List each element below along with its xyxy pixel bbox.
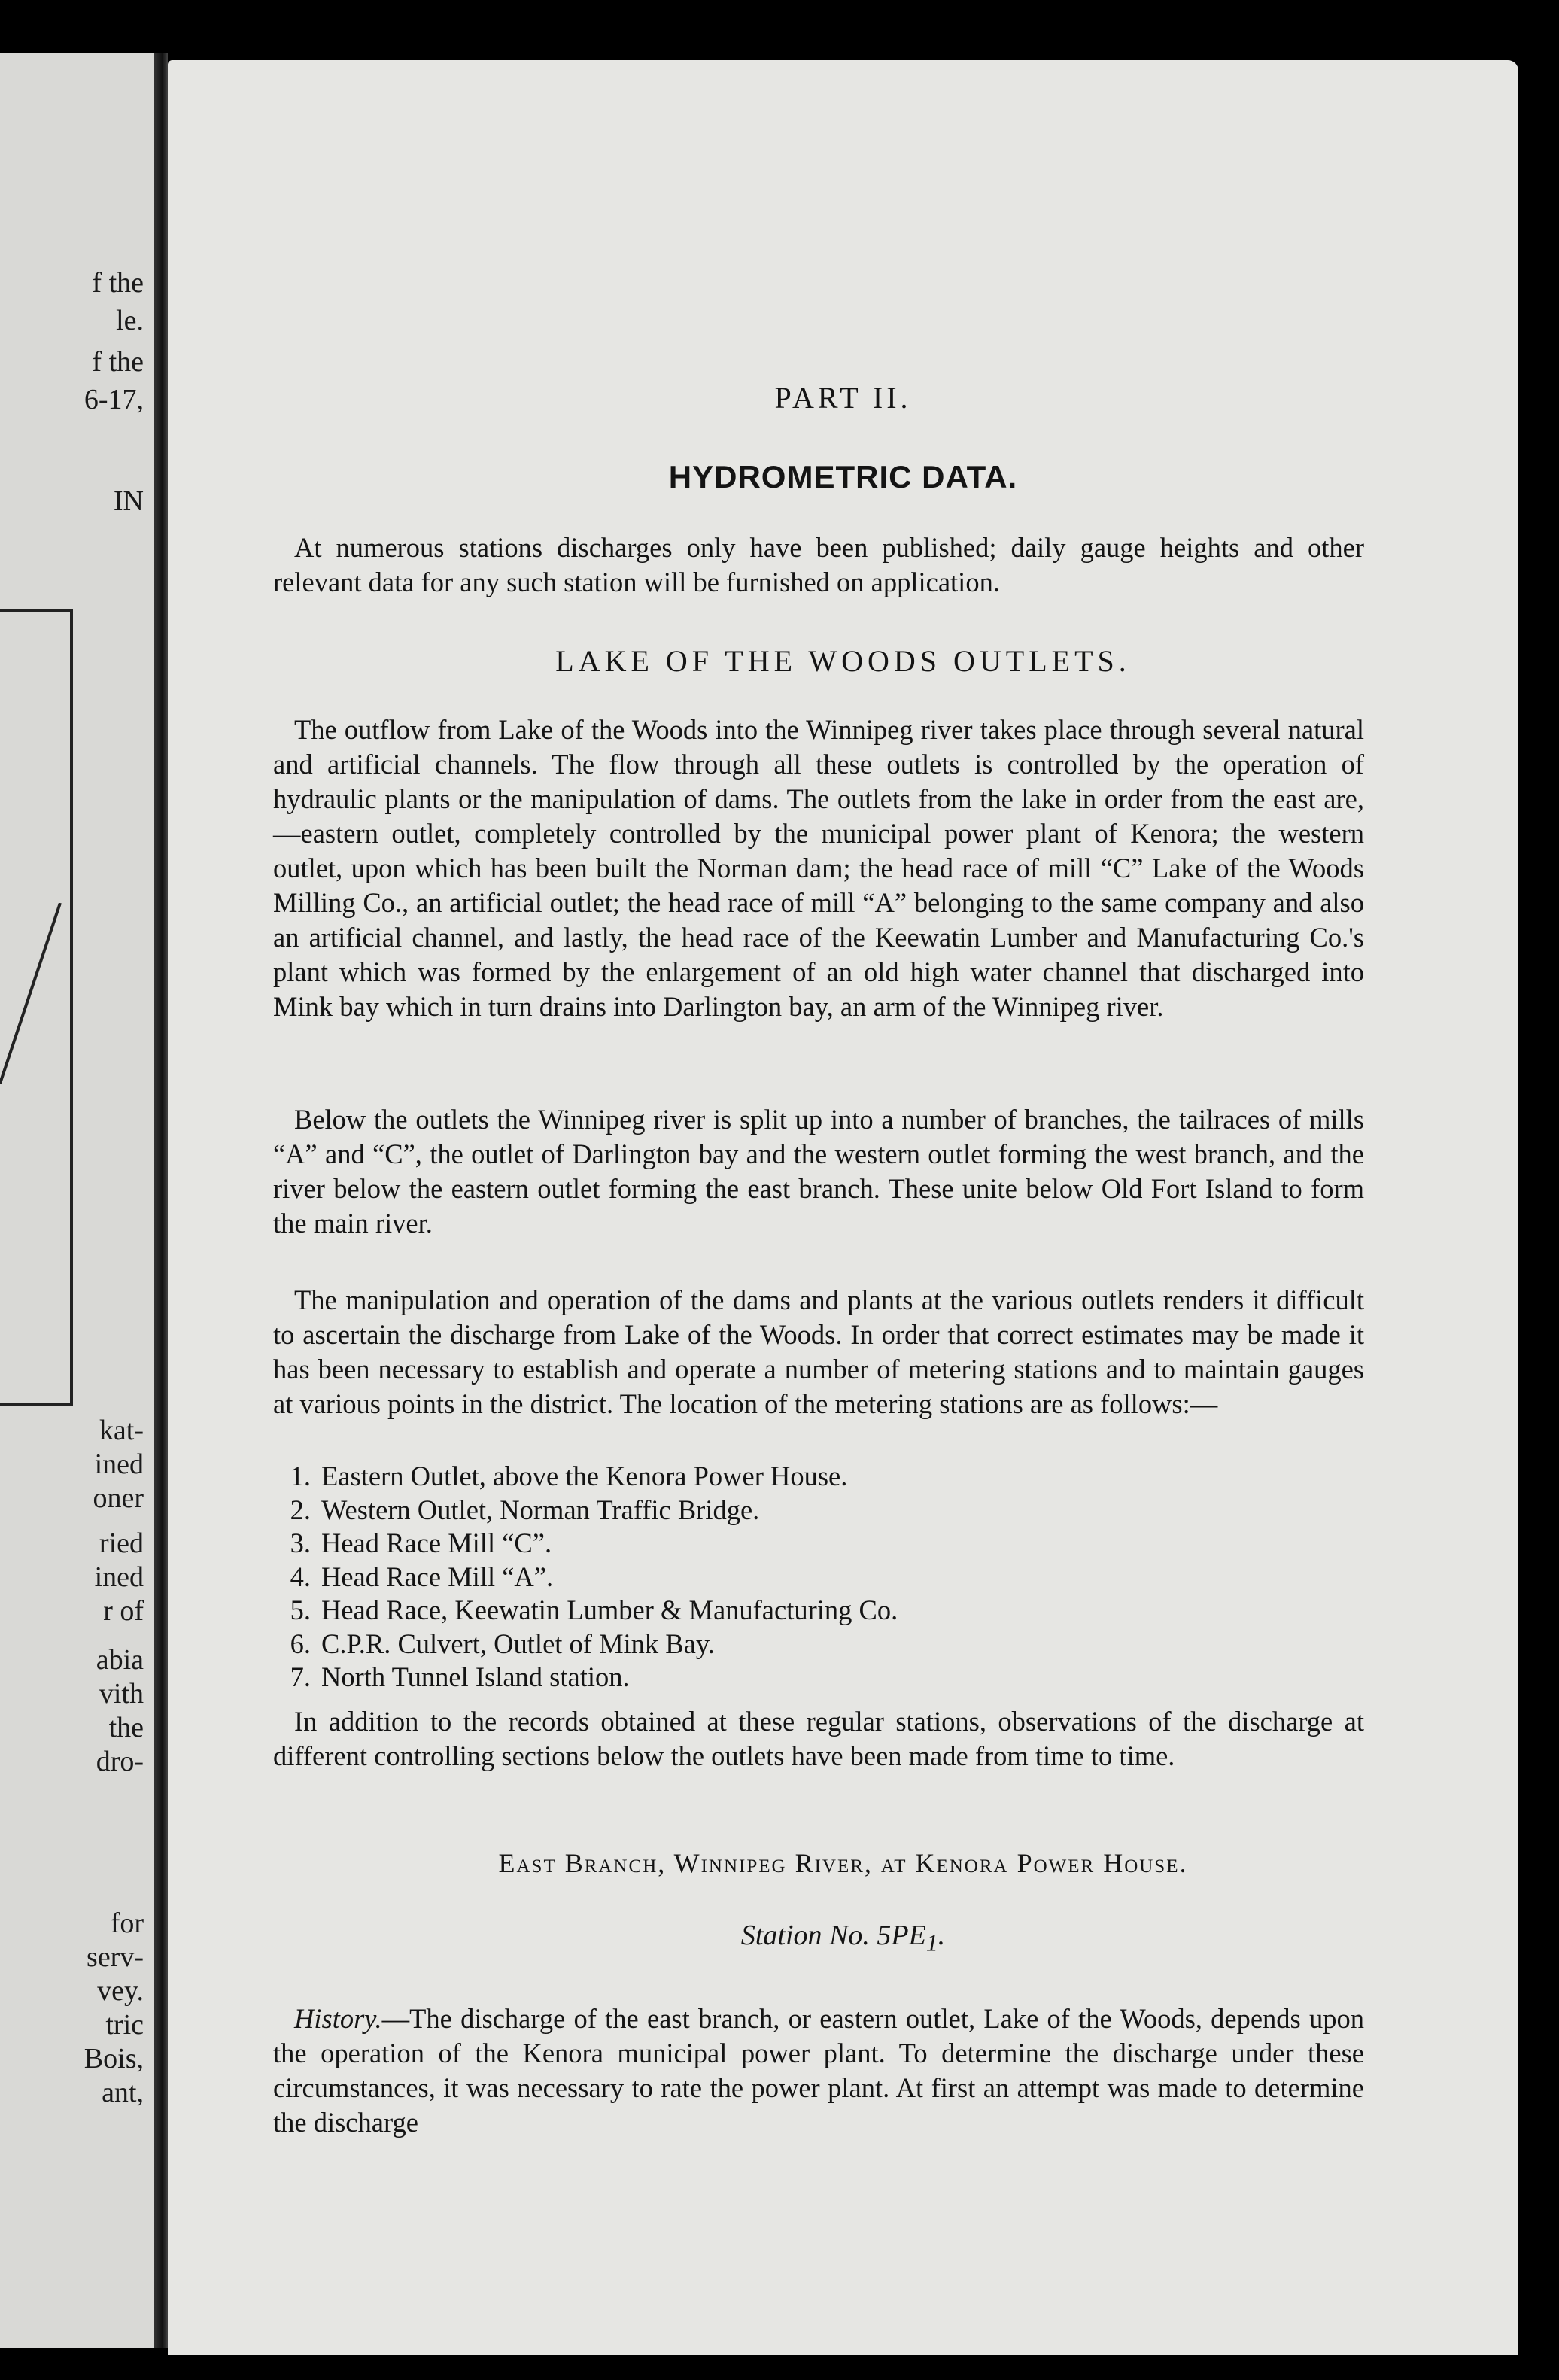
left-page-fragment: dro-: [96, 1746, 144, 1777]
list-item-number: 7.: [290, 1661, 311, 1692]
left-page-fragment: le.: [116, 305, 144, 336]
left-page-fragment: Bois,: [84, 2043, 144, 2075]
list-item: [273, 1527, 1364, 1561]
left-page-fragment: vith: [99, 1678, 144, 1710]
list-item-number: 3.: [290, 1527, 311, 1558]
left-page-fragment: the: [108, 1712, 144, 1743]
list-item-number: 6.: [290, 1628, 311, 1659]
left-page-fragment: f the: [92, 346, 144, 378]
left-page-fragment: kat-: [99, 1415, 144, 1446]
list-item: [273, 1628, 1364, 1661]
list-item-text: Eastern Outlet, above the Kenora Power House.: [321, 1461, 848, 1491]
left-page-fragment: tric: [105, 2009, 144, 2041]
left-page-fragment: 6-17,: [84, 384, 144, 415]
station-number-label: Station No. 5PE: [740, 1920, 926, 1951]
station-number-subscript: 1: [925, 1929, 938, 1956]
metering-stations-list: [273, 1460, 1364, 1695]
left-page-fragment: serv-: [87, 1941, 144, 1973]
station-number: [168, 1919, 1518, 1957]
list-item-text: C.P.R. Culvert, Outlet of Mink Bay.: [321, 1628, 715, 1659]
history-text: —The discharge of the east branch, or eastern outlet, Lake of the Woods, depends upon the operation of the Kenora municipal power plant. To determine the discharge under these circumstances, it was necessary to rate the power plant. At first an attempt was made to determine the discharge: [273, 2003, 1364, 2138]
list-item: [273, 1594, 1364, 1628]
list-item: [273, 1494, 1364, 1527]
left-page-fragment: oner: [93, 1482, 144, 1514]
left-page-fragment: ined: [94, 1448, 144, 1480]
left-page-fragment: ined: [94, 1561, 144, 1593]
left-page-fragment: f the: [92, 267, 144, 299]
list-item: [273, 1661, 1364, 1695]
metering-paragraph: The manipulation and operation of the dams and plants at the various outlets renders it difficult to ascertain the discharge from Lake of the Woods. In order that correct estimates may be made it has been necessary to establish and operate a number of metering stations and to maintain gauges at various points in the district. The location of the metering stations are as follows:—: [273, 1284, 1364, 1419]
addition-paragraph: In addition to the records obtained at these regular stations, observations of the discharge at different controlling sections below the outlets have been made from time to time.: [273, 1706, 1364, 1771]
list-item-text: Head Race Mill “C”.: [321, 1527, 552, 1558]
left-page-fragment: ant,: [102, 2077, 144, 2108]
document-page: [168, 60, 1518, 2355]
left-page-fragment: ried: [99, 1527, 144, 1559]
list-item-number: 1.: [290, 1461, 311, 1491]
branch-title: East Branch, Winnipeg River, at Kenora Power House.: [498, 1848, 1188, 1878]
list-item-number: 2.: [290, 1494, 311, 1525]
list-item: [273, 1460, 1364, 1494]
list-item-text: Western Outlet, Norman Traffic Bridge.: [321, 1494, 760, 1525]
history-label: History.: [294, 2003, 382, 2034]
left-page-map-frame: [0, 609, 73, 1406]
book-gutter: [154, 53, 168, 2348]
branches-paragraph: Below the outlets the Winnipeg river is split up into a number of branches, the tailraces of mills “A” and “C”, the outlet of Darlington bay and the western outlet forming the west branch, and the river below the eastern outlet forming the east branch. These unite below Old Fort Island to form the main river.: [273, 1104, 1364, 1239]
intro-paragraph: At numerous stations discharges only have been published; daily gauge heights and other relevant data for any such station will be furnished on application.: [273, 532, 1364, 597]
left-page-fragment: IN: [113, 485, 144, 517]
outflow-paragraph: The outflow from Lake of the Woods into the Winnipeg river takes place through several natural and artificial channels. The flow through all these outlets is controlled by the operation of hydraulic plants or the manipulation of dams. The outlets from the lake in order from the east are,—eastern outlet, completely controlled by the municipal power plant of Kenora; the western outlet, upon which has been built the Norman dam; the head race of mill “C” Lake of the Woods Milling Co., an artificial outlet; the head race of mill “A” belonging to the same company and also an artificial channel, and lastly, the head race of the Keewatin Lumber and Manufacturing Co.'s plant which was formed by the enlargement of an old high water channel that discharged into Mink bay which in turn drains into Darlington bay, an arm of the Winnipeg river.: [273, 714, 1364, 1022]
section-heading: HYDROMETRIC DATA.: [668, 459, 1018, 494]
left-page-fragment: for: [110, 1907, 144, 1939]
list-item-text: Head Race, Keewatin Lumber & Manufacturing Co.: [321, 1594, 898, 1625]
left-page-fragment: vey.: [97, 1975, 144, 2007]
history-paragraph: [273, 2002, 1364, 2140]
station-number-end: .: [938, 1920, 946, 1951]
list-item-text: North Tunnel Island station.: [321, 1661, 630, 1692]
list-item-text: Head Race Mill “A”.: [321, 1561, 554, 1592]
lake-outlets-heading: LAKE OF THE WOODS OUTLETS.: [555, 644, 1131, 678]
list-item: [273, 1561, 1364, 1594]
part-heading: PART II.: [774, 381, 912, 415]
left-facing-page: [0, 53, 154, 2348]
list-item-number: 5.: [290, 1594, 311, 1625]
left-page-fragment: abia: [96, 1644, 144, 1676]
left-page-fragment: r of: [103, 1595, 144, 1627]
list-item-number: 4.: [290, 1561, 311, 1592]
